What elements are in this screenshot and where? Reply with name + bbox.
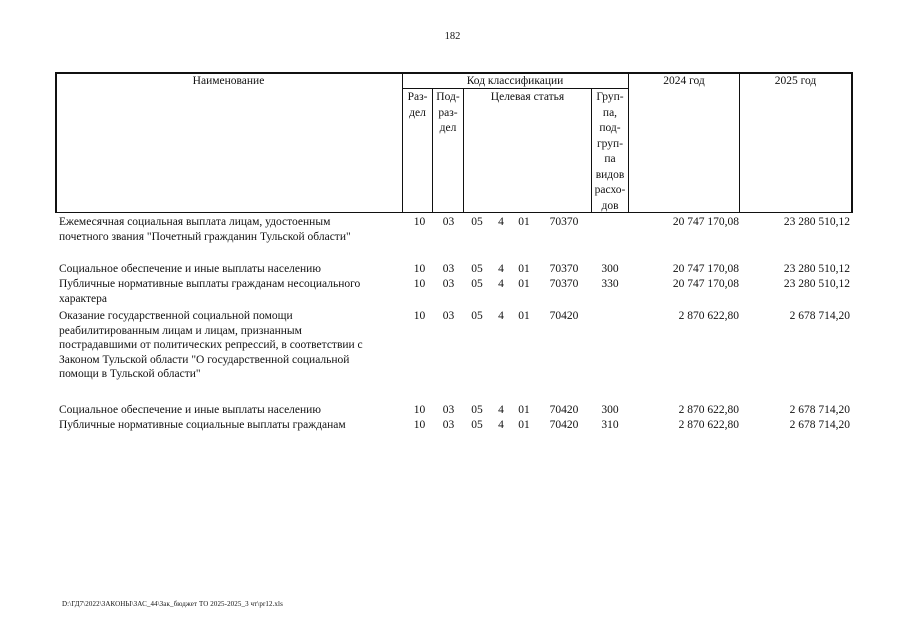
- row-amount-2024: 20 747 170,08: [672, 216, 739, 228]
- row-podrazdel: 03: [442, 419, 455, 431]
- row-target-direction: 70420: [549, 310, 579, 322]
- col-divider-podrazdel: [463, 88, 464, 213]
- row-target-direction: 70370: [549, 263, 579, 275]
- row-target-type: 4: [498, 419, 504, 431]
- header-podrazdel: [433, 90, 463, 137]
- row-podrazdel: 03: [442, 404, 455, 416]
- row-name-line: Законом Тульской области "О государственной социальной: [59, 353, 350, 366]
- row-amount-2024: 20 747 170,08: [672, 278, 739, 290]
- row-razdel: 10: [413, 216, 426, 228]
- row-razdel: 10: [413, 419, 426, 431]
- row-amount-2025: 2 678 714,20: [789, 404, 850, 416]
- row-name-line: Оказание государственной социальной помощи: [59, 310, 293, 322]
- col-divider-group: [628, 72, 629, 213]
- row-name: [59, 418, 387, 433]
- row-target-program: 05: [471, 263, 483, 275]
- row-target-subprogram: 01: [518, 216, 530, 228]
- row-amount-2025: 23 280 510,12: [783, 216, 850, 228]
- row-amount-2024: 2 870 622,80: [678, 419, 739, 431]
- header-year-2024: 2024 год: [663, 75, 705, 87]
- row-name: [59, 262, 387, 277]
- header-group-line: груп-: [596, 137, 624, 150]
- row-target-program: 05: [471, 216, 483, 228]
- row-amount-2025: 23 280 510,12: [783, 263, 850, 275]
- row-target-direction: 70420: [549, 404, 579, 416]
- header-group-line: па: [604, 153, 616, 165]
- header-bottom-border: [55, 212, 852, 213]
- row-target-subprogram: 01: [518, 419, 530, 431]
- row-podrazdel: 03: [442, 310, 455, 322]
- header-code-group: Код классификации: [466, 75, 564, 87]
- row-podrazdel: 03: [442, 263, 455, 275]
- header-podrazdel-line: дел: [439, 122, 457, 134]
- row-amount-2025: 2 678 714,20: [789, 310, 850, 322]
- row-target-subprogram: 01: [518, 404, 530, 416]
- row-target-type: 4: [498, 278, 504, 290]
- page-number: 182: [444, 31, 461, 42]
- row-amount-2024: 2 870 622,80: [678, 404, 739, 416]
- table-header: [55, 72, 852, 213]
- row-target-type: 4: [498, 404, 504, 416]
- row-name: [59, 277, 387, 306]
- header-group-line: па,: [602, 106, 618, 119]
- row-razdel: 10: [413, 278, 426, 290]
- header-razdel-line: дел: [409, 106, 426, 119]
- row-target-type: 4: [498, 263, 504, 275]
- header-year-2025: 2025 год: [774, 75, 817, 87]
- header-group-line: расхо-: [594, 184, 626, 196]
- header-razdel: [403, 90, 432, 121]
- row-razdel: 10: [413, 263, 426, 275]
- row-target-subprogram: 01: [518, 278, 530, 290]
- row-expense-group: 330: [601, 278, 619, 290]
- row-name-line: Публичные нормативные социальные выплаты гражданам: [59, 419, 346, 431]
- header-name: Наименование: [192, 75, 265, 87]
- row-name: [59, 403, 387, 418]
- row-target-direction: 70420: [549, 419, 579, 431]
- row-podrazdel: 03: [442, 216, 455, 228]
- row-razdel: 10: [413, 310, 426, 322]
- header-left-border: [55, 72, 57, 213]
- row-amount-2024: 20 747 170,08: [672, 263, 739, 275]
- row-expense-group: 300: [601, 263, 619, 275]
- col-divider-2024: [739, 72, 740, 213]
- row-podrazdel: 03: [442, 278, 455, 290]
- row-target-direction: 70370: [549, 278, 579, 290]
- row-target-direction: 70370: [549, 216, 579, 228]
- row-name-line: Ежемесячная социальная выплата лицам, удостоенным: [59, 216, 331, 228]
- header-group: [592, 90, 628, 214]
- row-expense-group: 310: [601, 419, 619, 431]
- header-target: Целевая статья: [490, 91, 565, 103]
- row-name-line: Социальное обеспечение и иные выплаты населению: [59, 263, 321, 275]
- row-name-line: характера: [59, 292, 107, 305]
- row-name-line: пострадавшими от политических репрессий, в соответствии с: [59, 339, 363, 351]
- row-name: [59, 309, 387, 382]
- row-amount-2024: 2 870 622,80: [678, 310, 739, 322]
- header-podrazdel-line: раз-: [438, 106, 458, 119]
- row-name-line: Социальное обеспечение и иные выплаты населению: [59, 404, 321, 416]
- row-target-program: 05: [471, 278, 483, 290]
- row-target-subprogram: 01: [518, 263, 530, 275]
- row-name-line: реабилитированным лицам и лицам, признанным: [59, 324, 302, 337]
- row-expense-group: 300: [601, 404, 619, 416]
- row-target-type: 4: [498, 216, 504, 228]
- row-name: [59, 215, 387, 244]
- row-target-subprogram: 01: [518, 310, 530, 322]
- header-group-line: видов: [595, 168, 625, 181]
- row-name-line: почетного звания "Почетный гражданин Тульской области": [59, 230, 351, 243]
- row-name-line: Публичные нормативные выплаты гражданам несоциального: [59, 278, 361, 290]
- header-group-line: под-: [599, 122, 621, 134]
- row-target-program: 05: [471, 404, 483, 416]
- row-target-type: 4: [498, 310, 504, 322]
- file-path-footer: D:\ГД7\2022\ЗАКОНЫ\ЗАС_44\Зак_бюджет ТО 2025-2025_3 чт\pr12.xls: [62, 600, 283, 608]
- row-razdel: 10: [413, 404, 426, 416]
- row-target-program: 05: [471, 310, 483, 322]
- row-amount-2025: 2 678 714,20: [789, 419, 850, 431]
- header-group-line: Груп-: [596, 91, 624, 103]
- header-razdel-line: Раз-: [407, 91, 428, 103]
- header-right-border: [851, 72, 853, 213]
- header-podrazdel-line: Под-: [436, 91, 460, 103]
- row-amount-2025: 23 280 510,12: [783, 278, 850, 290]
- row-name-line: помощи в Тульской области": [59, 368, 201, 380]
- header-group-line: дов: [601, 199, 619, 212]
- row-target-program: 05: [471, 419, 483, 431]
